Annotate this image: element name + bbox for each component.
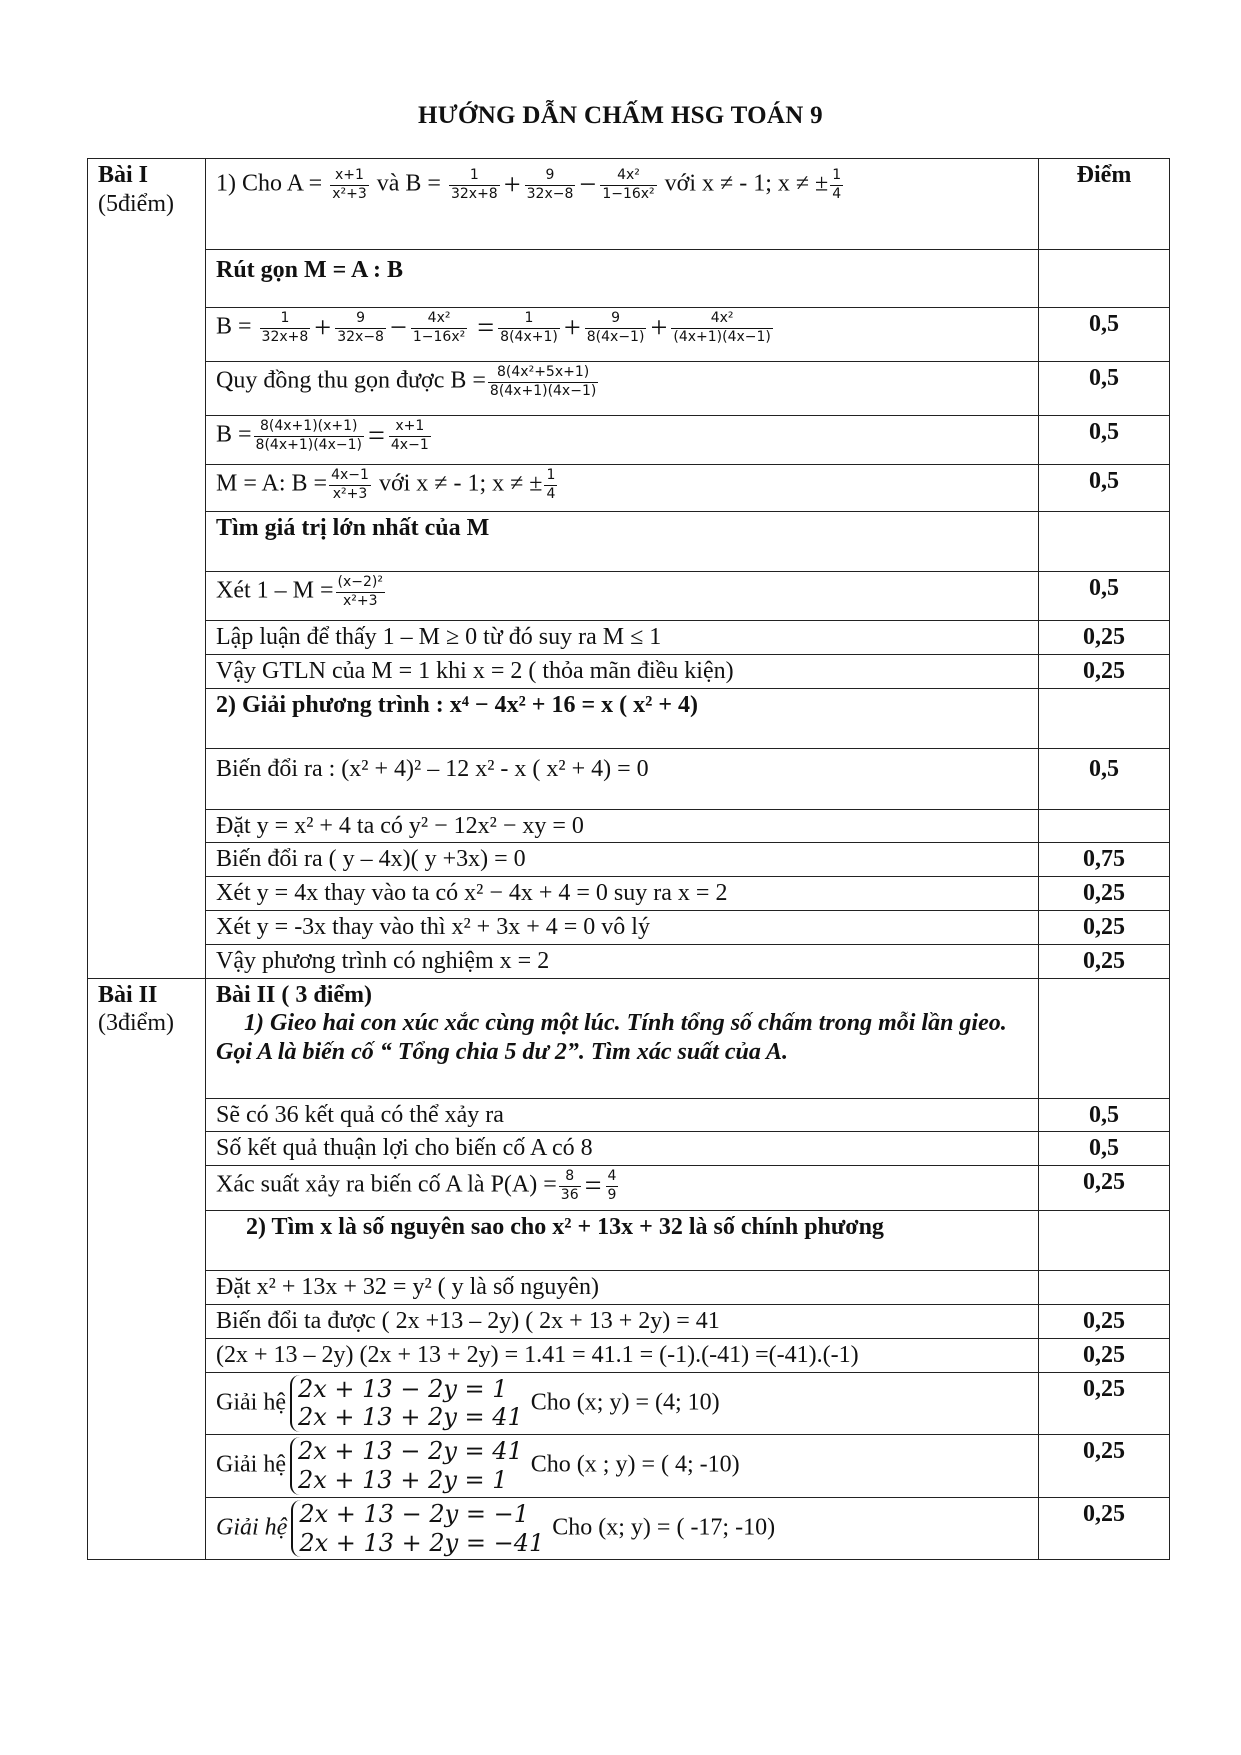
xac-suat-row: Xác suất xảy ra biến cố A là P(A) = $\frac{8}{36}$ = $\frac{4}{9}$ [206, 1166, 1039, 1211]
giai-he-3-row: Giải hệ 2x + 13 − 2y = −1 2x + 13 + 2y = −41 Cho (x; y) = ( -17; -10) [206, 1497, 1039, 1560]
score: 0,25 [1039, 1435, 1170, 1498]
score-header: Điểm [1039, 159, 1170, 250]
bai2-q1: 1) Gieo hai con xúc xắc cùng một lúc. Tính tổng số chấm trong mỗi lần gieo. Gọi A là biến cố “ Tổng chia 5 dư 2”. Tìm xác suất của A. [216, 1010, 1007, 1066]
grading-table [87, 158, 1170, 1560]
page-title: HƯỚNG DẪN CHẤM HSG TOÁN 9 [418, 102, 823, 129]
bai2-q2-row: 2) Tìm x là số nguyên sao cho x² + 13x + 32 là số chính phương [206, 1211, 1039, 1271]
frac-b1: $\frac{1}{32x+8}$ [450, 167, 498, 202]
system-3: 2x + 13 − 2y = −1 2x + 13 + 2y = −41 [291, 1500, 544, 1558]
bai2-label-cell [88, 978, 206, 1098]
bai2-points: (3điểm) [98, 1010, 174, 1037]
score: 0,25 [1039, 621, 1170, 655]
bai2-question-cell [206, 978, 1039, 1098]
score: 0,5 [1039, 1098, 1170, 1132]
frac-b2: $\frac{9}{32x-8}$ [526, 167, 574, 202]
b-simplified-row: B = $\frac{8(4x+1)(x+1)}{8(4x+1)(4x-1)}$ = $\frac{x+1}{4x-1}$ [206, 416, 1039, 465]
q1-intro: 1) Cho A = [216, 170, 323, 197]
bien-doi2-row: Biến đổi ra ( y – 4x)( y +3x) = 0 [206, 843, 1039, 877]
score: 0,5 [1039, 308, 1170, 362]
system-1: 2x + 13 − 2y = 1 2x + 13 + 2y = 41 [290, 1375, 523, 1433]
q1-cond: với x ≠ - 1; x ≠ ± [664, 170, 829, 197]
score: 0,5 [1039, 465, 1170, 512]
b-expansion-row: B = $\frac{1}{32x+8}$ + $\frac{9}{32x-8}$ − $\frac{\text{4x²}}{\text{1−16x²}}$ = $\frac{1}{8(4x+1)}$ + $\frac{9}{8(4x-1)}$ + $\frac{\text{4x²}}{(4x+1)(4x-1)}$ [206, 308, 1039, 362]
bai2-heading: Bài II ( 3 điểm) [216, 981, 372, 1008]
score: 0,5 [1039, 572, 1170, 621]
giai-he-1-row: Giải hệ 2x + 13 − 2y = 1 2x + 13 + 2y = 41 Cho (x; y) = (4; 10) [206, 1372, 1039, 1435]
xet-row: Xét 1 – M = $\frac{\text{(x−2)²}}{\text{x²+3}}$ [206, 572, 1039, 621]
score: 0,25 [1039, 1304, 1170, 1338]
score: 0,75 [1039, 843, 1170, 877]
dat-x-row: Đặt x² + 13x + 32 = y² ( y là số nguyên) [206, 1271, 1039, 1305]
bai2-label: Bài II [98, 981, 158, 1008]
bai1-label-cell [88, 159, 206, 250]
frac-a: $\frac{x+1}{\text{x²+3}}$ [332, 167, 367, 202]
q1-cell: 1) Cho A = $\frac{x+1}{\text{x²+3}}$ và B = $\frac{1}{32x+8}$ + $\frac{9}{32x-8}$ − $\frac{\text{4x²}}{\text{1−16x²}}$ với x ≠ - 1; x ≠ ± $\frac{1}{4}$ [206, 159, 1039, 250]
score: 0,25 [1039, 944, 1170, 978]
score: 0,25 [1039, 1372, 1170, 1435]
q1-and-b: và B = [376, 170, 441, 197]
score: 0,5 [1039, 1132, 1170, 1166]
xet-m3x-row: Xét y = -3x thay vào thì x² + 3x + 4 = 0 vô lý [206, 910, 1039, 944]
quy-dong-row: Quy đồng thu gọn được B = $\frac{\text{8(4x²+5x+1)}}{8(4x+1)(4x-1)}$ [206, 362, 1039, 416]
dat-y-row: Đặt y = x² + 4 ta có y² − 12x² − xy = 0 [206, 809, 1039, 843]
rut-gon-row: Rút gọn M = A : B [206, 250, 1039, 308]
vay-pt-row: Vậy phương trình có nghiệm x = 2 [206, 944, 1039, 978]
score: 0,25 [1039, 877, 1170, 911]
giai-he-2-row: Giải hệ 2x + 13 − 2y = 41 2x + 13 + 2y = 1 Cho (x ; y) = ( 4; -10) [206, 1435, 1039, 1498]
lap-luan-row: Lập luận để thấy 1 – M ≥ 0 từ đó suy ra M ≤ 1 [206, 621, 1039, 655]
score: 0,25 [1039, 654, 1170, 688]
vay-gtln-row: Vậy GTLN của M = 1 khi x = 2 ( thỏa mãn điều kiện) [206, 654, 1039, 688]
se-co-row: Sẽ có 36 kết quả có thể xảy ra [206, 1098, 1039, 1132]
bien-doi3-row: Biến đổi ta được ( 2x +13 – 2y) ( 2x + 13 + 2y) = 41 [206, 1304, 1039, 1338]
frac-b3: $\frac{\text{4x²}}{\text{1−16x²}}$ [602, 167, 655, 202]
score: 0,5 [1039, 362, 1170, 416]
bai1-points: (5điểm) [98, 190, 174, 217]
score: 0,5 [1039, 416, 1170, 465]
system-2: 2x + 13 − 2y = 41 2x + 13 + 2y = 1 [290, 1437, 523, 1495]
tim-gtln-row: Tìm giá trị lớn nhất của M [206, 512, 1039, 572]
score: 0,5 [1039, 748, 1170, 809]
bai1-label: Bài I [98, 162, 149, 188]
bien-doi-row: Biến đổi ra : (x² + 4)² – 12 x² - x ( x² + 4) = 0 [206, 748, 1039, 809]
score: 0,25 [1039, 1338, 1170, 1372]
score: 0,25 [1039, 1497, 1170, 1560]
m-result-row: M = A: B = $\frac{4x-1}{\text{x²+3}}$ với x ≠ - 1; x ≠ ± $\frac{1}{4}$ [206, 465, 1039, 512]
tich-row: (2x + 13 – 2y) (2x + 13 + 2y) = 1.41 = 41.1 = (-1).(-41) =(-41).(-1) [206, 1338, 1039, 1372]
so-kq-row: Số kết quả thuận lợi cho biến cố A có 8 [206, 1132, 1039, 1166]
score: 0,25 [1039, 910, 1170, 944]
frac-quarter: $\frac{1}{4}$ [832, 167, 842, 202]
q2-row: 2) Giải phương trình : x⁴ − 4x² + 16 = x ( x² + 4) [206, 688, 1039, 748]
score: 0,25 [1039, 1166, 1170, 1211]
xet-4x-row: Xét y = 4x thay vào ta có x² − 4x + 4 = 0 suy ra x = 2 [206, 877, 1039, 911]
